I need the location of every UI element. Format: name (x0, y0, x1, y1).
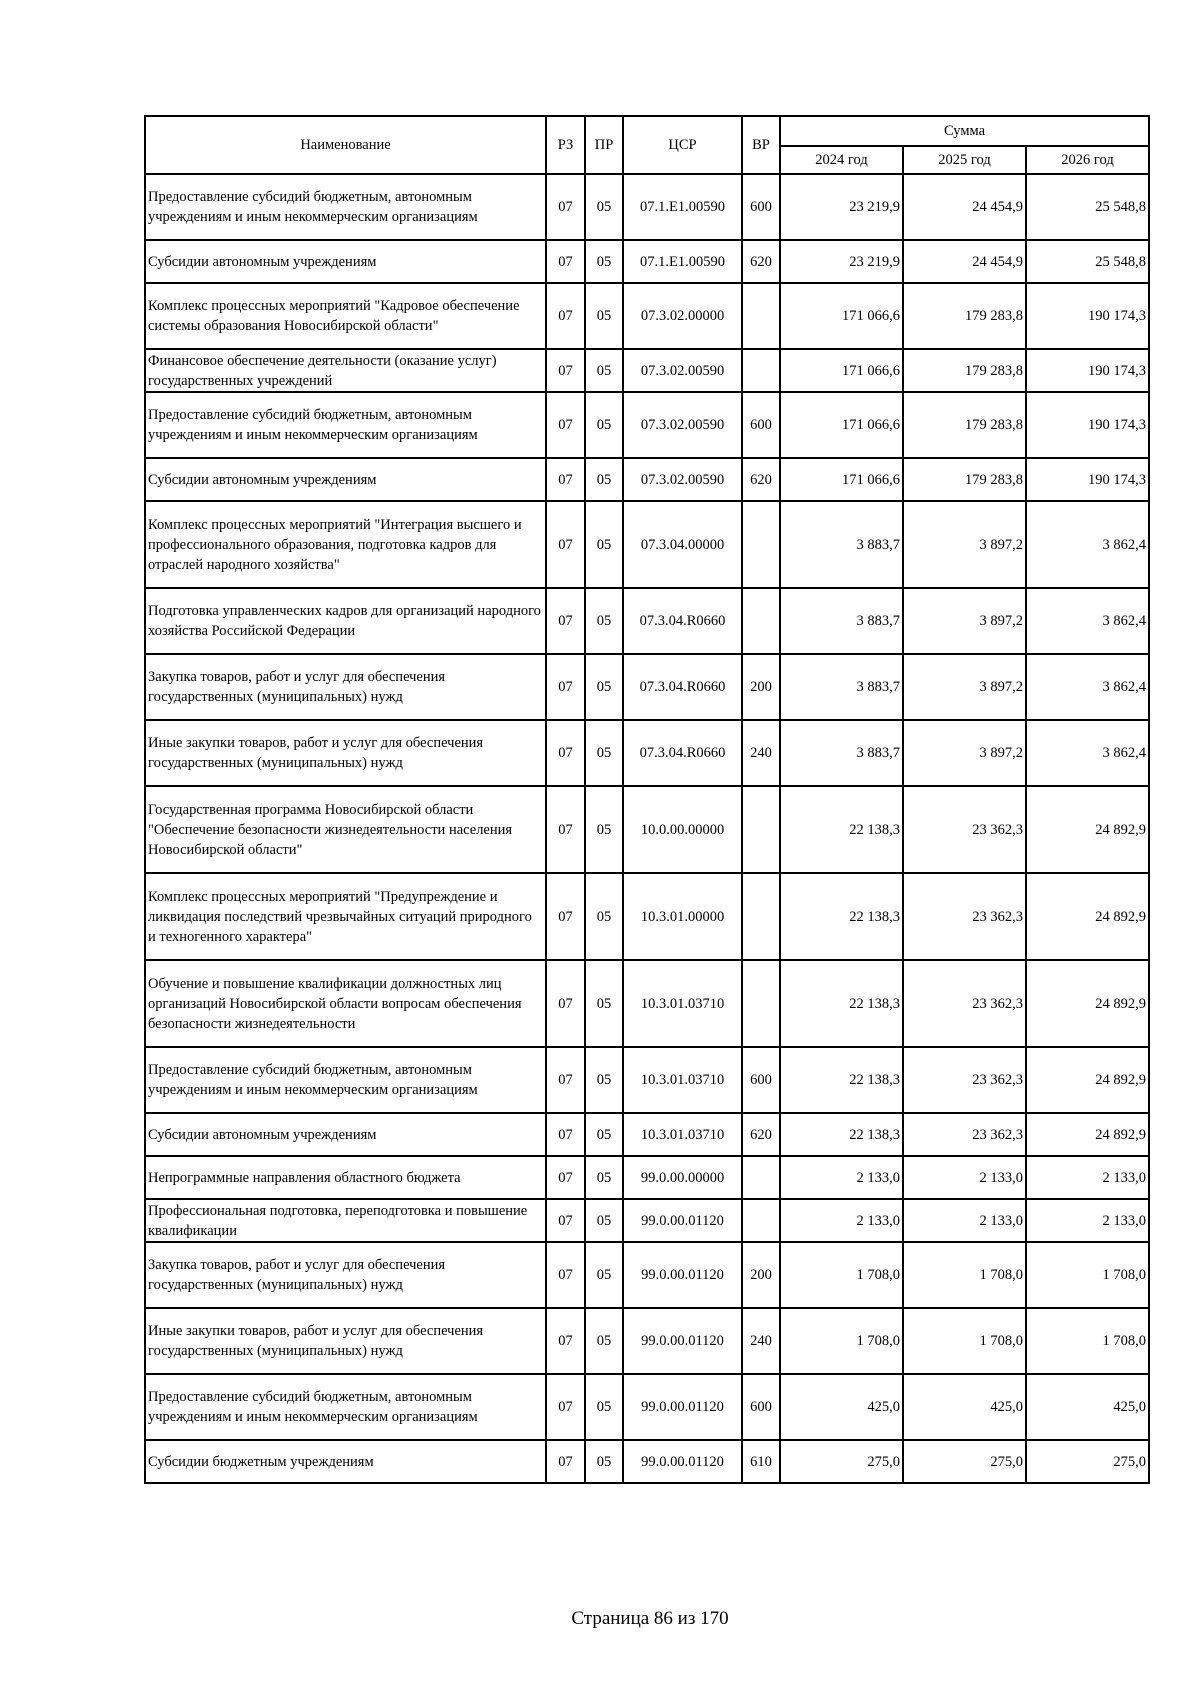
table-row (145, 349, 1149, 392)
cell-name: Предоставление субсидий бюджетным, автономным учреждениям и иным некоммерческим организациям (145, 392, 546, 458)
cell-name: Подготовка управленческих кадров для организаций народного хозяйства Российской Федерации (145, 588, 546, 654)
cell-2025: 3 897,2 (903, 588, 1026, 654)
header-year-2025: 2025 год (903, 146, 1026, 174)
cell-pr: 05 (585, 1113, 623, 1156)
cell-rz: 07 (546, 283, 585, 349)
table-row (145, 1440, 1149, 1483)
cell-vr: 620 (742, 1113, 780, 1156)
cell-csr: 99.0.00.01120 (623, 1199, 742, 1242)
table-row (145, 1156, 1149, 1199)
cell-vr: 600 (742, 392, 780, 458)
cell-2026: 190 174,3 (1026, 349, 1149, 392)
cell-rz: 07 (546, 960, 585, 1047)
cell-2025: 425,0 (903, 1374, 1026, 1440)
cell-2026: 24 892,9 (1026, 1047, 1149, 1113)
cell-2026: 24 892,9 (1026, 786, 1149, 873)
cell-2026: 24 892,9 (1026, 960, 1149, 1047)
budget-table (144, 115, 1150, 1484)
table-row (145, 240, 1149, 283)
cell-rz: 07 (546, 349, 585, 392)
cell-name: Субсидии автономным учреждениям (145, 458, 546, 501)
cell-pr: 05 (585, 1242, 623, 1308)
cell-2024: 23 219,9 (780, 240, 903, 283)
table-row (145, 1242, 1149, 1308)
cell-csr: 07.3.04.00000 (623, 501, 742, 588)
cell-rz: 07 (546, 1440, 585, 1483)
cell-2025: 3 897,2 (903, 720, 1026, 786)
cell-name: Субсидии бюджетным учреждениям (145, 1440, 546, 1483)
cell-2024: 171 066,6 (780, 458, 903, 501)
cell-name: Комплекс процессных мероприятий "Предупреждение и ликвидация последствий чрезвычайных ситуаций природного и техногенного характера" (145, 873, 546, 960)
cell-rz: 07 (546, 1156, 585, 1199)
cell-csr: 10.3.01.00000 (623, 873, 742, 960)
cell-vr (742, 588, 780, 654)
cell-csr: 07.3.02.00590 (623, 458, 742, 501)
header-sum: Сумма (780, 116, 1149, 146)
cell-name: Профессиональная подготовка, переподготовка и повышение квалификации (145, 1199, 546, 1242)
cell-pr: 05 (585, 960, 623, 1047)
cell-2024: 2 133,0 (780, 1199, 903, 1242)
cell-pr: 05 (585, 654, 623, 720)
cell-rz: 07 (546, 1113, 585, 1156)
cell-2024: 425,0 (780, 1374, 903, 1440)
cell-vr: 240 (742, 720, 780, 786)
header-name: Наименование (145, 116, 546, 174)
cell-vr: 610 (742, 1440, 780, 1483)
cell-2024: 171 066,6 (780, 349, 903, 392)
cell-2024: 3 883,7 (780, 720, 903, 786)
cell-rz: 07 (546, 1199, 585, 1242)
cell-vr (742, 960, 780, 1047)
cell-name: Комплекс процессных мероприятий "Интеграция высшего и профессионального образования, подготовка кадров для отраслей народного хозяйства" (145, 501, 546, 588)
cell-rz: 07 (546, 588, 585, 654)
cell-pr: 05 (585, 1156, 623, 1199)
cell-name: Иные закупки товаров, работ и услуг для обеспечения государственных (муниципальных) нужд (145, 720, 546, 786)
table-row (145, 1374, 1149, 1440)
cell-2024: 22 138,3 (780, 873, 903, 960)
cell-pr: 05 (585, 392, 623, 458)
cell-2024: 2 133,0 (780, 1156, 903, 1199)
cell-name: Предоставление субсидий бюджетным, автономным учреждениям и иным некоммерческим организациям (145, 1374, 546, 1440)
cell-2026: 3 862,4 (1026, 501, 1149, 588)
header-rz: РЗ (546, 116, 585, 174)
cell-2024: 22 138,3 (780, 1113, 903, 1156)
table-row (145, 873, 1149, 960)
cell-rz: 07 (546, 392, 585, 458)
table-row (145, 1113, 1149, 1156)
cell-vr (742, 873, 780, 960)
cell-2026: 25 548,8 (1026, 240, 1149, 283)
cell-2026: 24 892,9 (1026, 873, 1149, 960)
cell-csr: 10.3.01.03710 (623, 1113, 742, 1156)
cell-csr: 07.3.04.R0660 (623, 654, 742, 720)
cell-pr: 05 (585, 1199, 623, 1242)
cell-2025: 23 362,3 (903, 1047, 1026, 1113)
cell-csr: 07.3.04.R0660 (623, 588, 742, 654)
cell-vr: 600 (742, 1047, 780, 1113)
table-row (145, 392, 1149, 458)
cell-name: Государственная программа Новосибирской области "Обеспечение безопасности жизнедеятельности населения Новосибирской области" (145, 786, 546, 873)
table-body (145, 174, 1149, 1483)
cell-pr: 05 (585, 786, 623, 873)
cell-name: Закупка товаров, работ и услуг для обеспечения государственных (муниципальных) нужд (145, 654, 546, 720)
cell-2025: 23 362,3 (903, 786, 1026, 873)
cell-vr (742, 1156, 780, 1199)
cell-vr: 240 (742, 1308, 780, 1374)
cell-name: Закупка товаров, работ и услуг для обеспечения государственных (муниципальных) нужд (145, 1242, 546, 1308)
cell-csr: 10.3.01.03710 (623, 1047, 742, 1113)
cell-name: Субсидии автономным учреждениям (145, 1113, 546, 1156)
page-number: Страница 86 из 170 (571, 1608, 729, 1629)
cell-2026: 2 133,0 (1026, 1156, 1149, 1199)
cell-csr: 10.0.00.00000 (623, 786, 742, 873)
cell-pr: 05 (585, 873, 623, 960)
cell-2024: 1 708,0 (780, 1308, 903, 1374)
header-csr: ЦСР (623, 116, 742, 174)
cell-2025: 2 133,0 (903, 1156, 1026, 1199)
cell-pr: 05 (585, 1047, 623, 1113)
cell-csr: 99.0.00.00000 (623, 1156, 742, 1199)
cell-pr: 05 (585, 501, 623, 588)
cell-csr: 07.3.02.00000 (623, 283, 742, 349)
cell-2025: 179 283,8 (903, 458, 1026, 501)
cell-csr: 07.1.E1.00590 (623, 240, 742, 283)
cell-2025: 23 362,3 (903, 960, 1026, 1047)
cell-pr: 05 (585, 1308, 623, 1374)
cell-2025: 2 133,0 (903, 1199, 1026, 1242)
cell-2024: 171 066,6 (780, 392, 903, 458)
cell-pr: 05 (585, 720, 623, 786)
cell-name: Предоставление субсидий бюджетным, автономным учреждениям и иным некоммерческим организациям (145, 174, 546, 240)
cell-2026: 1 708,0 (1026, 1308, 1149, 1374)
cell-2025: 3 897,2 (903, 654, 1026, 720)
cell-vr (742, 786, 780, 873)
header-row-top (145, 116, 1149, 146)
cell-pr: 05 (585, 1374, 623, 1440)
cell-csr: 07.3.02.00590 (623, 392, 742, 458)
cell-pr: 05 (585, 283, 623, 349)
table-row (145, 283, 1149, 349)
cell-2025: 23 362,3 (903, 1113, 1026, 1156)
cell-name: Субсидии автономным учреждениям (145, 240, 546, 283)
header-year-2026: 2026 год (1026, 146, 1149, 174)
cell-2024: 3 883,7 (780, 588, 903, 654)
cell-2024: 3 883,7 (780, 654, 903, 720)
cell-pr: 05 (585, 458, 623, 501)
cell-2026: 3 862,4 (1026, 720, 1149, 786)
cell-csr: 99.0.00.01120 (623, 1242, 742, 1308)
cell-vr: 620 (742, 458, 780, 501)
cell-csr: 99.0.00.01120 (623, 1308, 742, 1374)
cell-rz: 07 (546, 1242, 585, 1308)
cell-vr: 200 (742, 1242, 780, 1308)
cell-vr: 600 (742, 1374, 780, 1440)
cell-vr (742, 349, 780, 392)
cell-name: Предоставление субсидий бюджетным, автономным учреждениям и иным некоммерческим организациям (145, 1047, 546, 1113)
table-row (145, 720, 1149, 786)
cell-2026: 25 548,8 (1026, 174, 1149, 240)
cell-2024: 275,0 (780, 1440, 903, 1483)
cell-pr: 05 (585, 240, 623, 283)
cell-name: Иные закупки товаров, работ и услуг для обеспечения государственных (муниципальных) нужд (145, 1308, 546, 1374)
cell-pr: 05 (585, 1440, 623, 1483)
cell-2025: 23 362,3 (903, 873, 1026, 960)
cell-vr: 620 (742, 240, 780, 283)
cell-2025: 179 283,8 (903, 283, 1026, 349)
cell-rz: 07 (546, 720, 585, 786)
cell-2024: 22 138,3 (780, 786, 903, 873)
table-row (145, 654, 1149, 720)
cell-pr: 05 (585, 174, 623, 240)
cell-rz: 07 (546, 1047, 585, 1113)
cell-vr: 200 (742, 654, 780, 720)
table-row (145, 1199, 1149, 1242)
table-row (145, 501, 1149, 588)
cell-vr (742, 283, 780, 349)
cell-rz: 07 (546, 654, 585, 720)
cell-2026: 3 862,4 (1026, 654, 1149, 720)
table-row (145, 588, 1149, 654)
cell-2025: 1 708,0 (903, 1242, 1026, 1308)
cell-2026: 190 174,3 (1026, 458, 1149, 501)
cell-name: Комплекс процессных мероприятий "Кадровое обеспечение системы образования Новосибирской области" (145, 283, 546, 349)
cell-name: Финансовое обеспечение деятельности (оказание услуг) государственных учреждений (145, 349, 546, 392)
cell-2026: 425,0 (1026, 1374, 1149, 1440)
cell-pr: 05 (585, 349, 623, 392)
cell-2025: 275,0 (903, 1440, 1026, 1483)
cell-2025: 24 454,9 (903, 240, 1026, 283)
cell-vr (742, 1199, 780, 1242)
cell-2024: 171 066,6 (780, 283, 903, 349)
cell-2025: 1 708,0 (903, 1308, 1026, 1374)
cell-name: Непрограммные направления областного бюджета (145, 1156, 546, 1199)
table-row (145, 174, 1149, 240)
cell-2025: 24 454,9 (903, 174, 1026, 240)
cell-csr: 07.1.E1.00590 (623, 174, 742, 240)
table-row (145, 960, 1149, 1047)
cell-csr: 10.3.01.03710 (623, 960, 742, 1047)
cell-2026: 190 174,3 (1026, 392, 1149, 458)
cell-rz: 07 (546, 786, 585, 873)
cell-2024: 1 708,0 (780, 1242, 903, 1308)
cell-rz: 07 (546, 873, 585, 960)
cell-rz: 07 (546, 1374, 585, 1440)
cell-2025: 179 283,8 (903, 392, 1026, 458)
table-row (145, 786, 1149, 873)
table-row (145, 458, 1149, 501)
cell-rz: 07 (546, 458, 585, 501)
cell-2026: 190 174,3 (1026, 283, 1149, 349)
cell-2024: 22 138,3 (780, 1047, 903, 1113)
cell-2024: 23 219,9 (780, 174, 903, 240)
cell-rz: 07 (546, 501, 585, 588)
cell-name: Обучение и повышение квалификации должностных лиц организаций Новосибирской области вопросам обеспечения безопасности жизнедеятельности (145, 960, 546, 1047)
cell-2026: 3 862,4 (1026, 588, 1149, 654)
cell-vr (742, 501, 780, 588)
table-row (145, 1047, 1149, 1113)
cell-2026: 1 708,0 (1026, 1242, 1149, 1308)
cell-2026: 275,0 (1026, 1440, 1149, 1483)
cell-csr: 99.0.00.01120 (623, 1440, 742, 1483)
cell-2025: 179 283,8 (903, 349, 1026, 392)
cell-csr: 07.3.04.R0660 (623, 720, 742, 786)
cell-rz: 07 (546, 174, 585, 240)
cell-2024: 3 883,7 (780, 501, 903, 588)
cell-2026: 24 892,9 (1026, 1113, 1149, 1156)
table-row (145, 1308, 1149, 1374)
cell-2025: 3 897,2 (903, 501, 1026, 588)
cell-csr: 07.3.02.00590 (623, 349, 742, 392)
header-year-2024: 2024 год (780, 146, 903, 174)
cell-csr: 99.0.00.01120 (623, 1374, 742, 1440)
cell-rz: 07 (546, 1308, 585, 1374)
cell-2024: 22 138,3 (780, 960, 903, 1047)
header-pr: ПР (585, 116, 623, 174)
cell-pr: 05 (585, 588, 623, 654)
cell-vr: 600 (742, 174, 780, 240)
cell-2026: 2 133,0 (1026, 1199, 1149, 1242)
header-vr: ВР (742, 116, 780, 174)
cell-rz: 07 (546, 240, 585, 283)
